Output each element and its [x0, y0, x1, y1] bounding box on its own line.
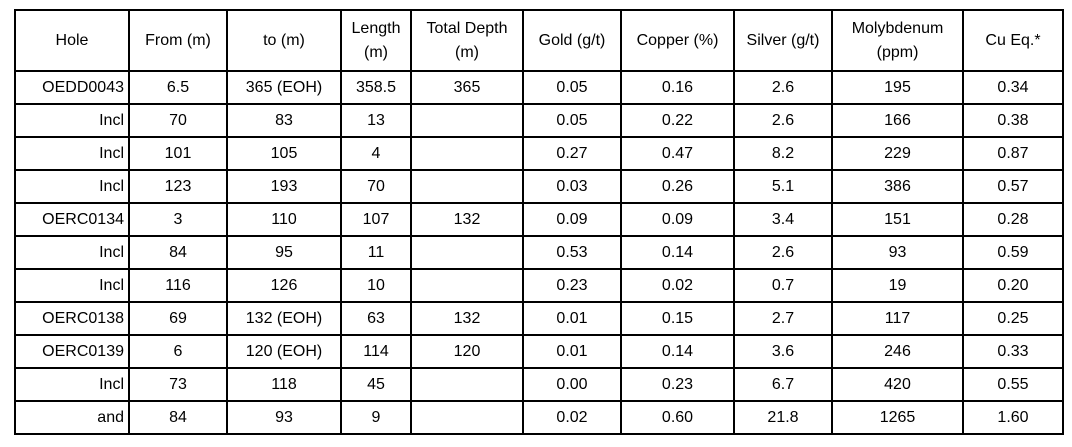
cell-gold-gpt: 0.09 [523, 203, 621, 236]
cell-to-m: 105 [227, 137, 341, 170]
cell-from-m: 6.5 [129, 71, 227, 104]
cell-total-depth-m [411, 269, 523, 302]
col-header-to-m: to (m) [227, 10, 341, 71]
table-row [15, 203, 1063, 236]
table-row [15, 170, 1063, 203]
cell-length-m: 4 [341, 137, 411, 170]
cell-from-m: 84 [129, 236, 227, 269]
col-header-silver-gpt: Silver (g/t) [734, 10, 832, 71]
cell-cu-eq: 0.20 [963, 269, 1063, 302]
cell-silver-gpt: 3.4 [734, 203, 832, 236]
cell-to-m: 126 [227, 269, 341, 302]
drill-results-table-wrapper [14, 9, 1064, 435]
cell-cu-eq: 0.57 [963, 170, 1063, 203]
cell-gold-gpt: 0.27 [523, 137, 621, 170]
table-row [15, 335, 1063, 368]
cell-copper-pct: 0.16 [621, 71, 734, 104]
cell-silver-gpt: 2.6 [734, 71, 832, 104]
cell-gold-gpt: 0.02 [523, 401, 621, 434]
cell-molybdenum-ppm: 246 [832, 335, 963, 368]
cell-cu-eq: 1.60 [963, 401, 1063, 434]
cell-gold-gpt: 0.01 [523, 335, 621, 368]
cell-cu-eq: 0.25 [963, 302, 1063, 335]
drill-results-table [14, 9, 1064, 435]
cell-length-m: 107 [341, 203, 411, 236]
cell-from-m: 73 [129, 368, 227, 401]
cell-cu-eq: 0.38 [963, 104, 1063, 137]
cell-copper-pct: 0.26 [621, 170, 734, 203]
cell-total-depth-m: 132 [411, 302, 523, 335]
cell-length-m: 70 [341, 170, 411, 203]
cell-gold-gpt: 0.00 [523, 368, 621, 401]
cell-gold-gpt: 0.53 [523, 236, 621, 269]
cell-hole: OERC0134 [15, 203, 129, 236]
cell-molybdenum-ppm: 195 [832, 71, 963, 104]
cell-cu-eq: 0.59 [963, 236, 1063, 269]
cell-length-m: 63 [341, 302, 411, 335]
cell-gold-gpt: 0.03 [523, 170, 621, 203]
cell-from-m: 70 [129, 104, 227, 137]
cell-to-m: 93 [227, 401, 341, 434]
cell-copper-pct: 0.14 [621, 335, 734, 368]
col-header-length-m: Length (m) [341, 10, 411, 71]
cell-length-m: 9 [341, 401, 411, 434]
col-header-copper-pct: Copper (%) [621, 10, 734, 71]
cell-total-depth-m [411, 401, 523, 434]
cell-to-m: 193 [227, 170, 341, 203]
table-body [15, 71, 1063, 434]
cell-hole: Incl [15, 368, 129, 401]
cell-to-m: 83 [227, 104, 341, 137]
cell-to-m: 95 [227, 236, 341, 269]
cell-silver-gpt: 8.2 [734, 137, 832, 170]
cell-length-m: 45 [341, 368, 411, 401]
cell-molybdenum-ppm: 117 [832, 302, 963, 335]
table-row [15, 104, 1063, 137]
cell-hole: Incl [15, 170, 129, 203]
cell-length-m: 13 [341, 104, 411, 137]
cell-copper-pct: 0.15 [621, 302, 734, 335]
col-header-cu-eq: Cu Eq.* [963, 10, 1063, 71]
cell-to-m: 118 [227, 368, 341, 401]
cell-silver-gpt: 0.7 [734, 269, 832, 302]
cell-copper-pct: 0.14 [621, 236, 734, 269]
cell-total-depth-m [411, 236, 523, 269]
table-row [15, 302, 1063, 335]
cell-total-depth-m: 132 [411, 203, 523, 236]
table-row [15, 236, 1063, 269]
col-header-gold-gpt: Gold (g/t) [523, 10, 621, 71]
cell-copper-pct: 0.60 [621, 401, 734, 434]
cell-hole: OERC0138 [15, 302, 129, 335]
cell-from-m: 6 [129, 335, 227, 368]
cell-from-m: 69 [129, 302, 227, 335]
cell-to-m: 132 (EOH) [227, 302, 341, 335]
cell-copper-pct: 0.09 [621, 203, 734, 236]
cell-hole: OERC0139 [15, 335, 129, 368]
cell-hole: Incl [15, 137, 129, 170]
cell-cu-eq: 0.28 [963, 203, 1063, 236]
table-row [15, 368, 1063, 401]
cell-from-m: 123 [129, 170, 227, 203]
cell-hole: Incl [15, 104, 129, 137]
cell-gold-gpt: 0.05 [523, 71, 621, 104]
cell-silver-gpt: 21.8 [734, 401, 832, 434]
cell-cu-eq: 0.33 [963, 335, 1063, 368]
cell-length-m: 358.5 [341, 71, 411, 104]
cell-silver-gpt: 2.6 [734, 236, 832, 269]
cell-silver-gpt: 2.6 [734, 104, 832, 137]
cell-molybdenum-ppm: 93 [832, 236, 963, 269]
cell-total-depth-m [411, 137, 523, 170]
cell-cu-eq: 0.55 [963, 368, 1063, 401]
cell-copper-pct: 0.22 [621, 104, 734, 137]
table-row [15, 401, 1063, 434]
cell-molybdenum-ppm: 386 [832, 170, 963, 203]
cell-total-depth-m [411, 104, 523, 137]
cell-hole: Incl [15, 269, 129, 302]
cell-to-m: 365 (EOH) [227, 71, 341, 104]
col-header-total-depth-m: Total Depth (m) [411, 10, 523, 71]
col-header-hole: Hole [15, 10, 129, 71]
cell-length-m: 10 [341, 269, 411, 302]
cell-hole: and [15, 401, 129, 434]
cell-molybdenum-ppm: 19 [832, 269, 963, 302]
cell-length-m: 11 [341, 236, 411, 269]
cell-silver-gpt: 6.7 [734, 368, 832, 401]
cell-total-depth-m: 365 [411, 71, 523, 104]
cell-hole: OEDD0043 [15, 71, 129, 104]
cell-copper-pct: 0.02 [621, 269, 734, 302]
cell-molybdenum-ppm: 151 [832, 203, 963, 236]
cell-copper-pct: 0.23 [621, 368, 734, 401]
cell-cu-eq: 0.34 [963, 71, 1063, 104]
cell-total-depth-m [411, 368, 523, 401]
cell-from-m: 3 [129, 203, 227, 236]
table-row [15, 71, 1063, 104]
cell-from-m: 101 [129, 137, 227, 170]
table-row [15, 269, 1063, 302]
cell-length-m: 114 [341, 335, 411, 368]
cell-silver-gpt: 5.1 [734, 170, 832, 203]
cell-silver-gpt: 2.7 [734, 302, 832, 335]
cell-to-m: 110 [227, 203, 341, 236]
cell-molybdenum-ppm: 166 [832, 104, 963, 137]
cell-from-m: 116 [129, 269, 227, 302]
cell-cu-eq: 0.87 [963, 137, 1063, 170]
col-header-molybdenum-ppm: Molybdenum (ppm) [832, 10, 963, 71]
cell-hole: Incl [15, 236, 129, 269]
table-row [15, 137, 1063, 170]
cell-silver-gpt: 3.6 [734, 335, 832, 368]
cell-molybdenum-ppm: 1265 [832, 401, 963, 434]
cell-to-m: 120 (EOH) [227, 335, 341, 368]
col-header-from-m: From (m) [129, 10, 227, 71]
cell-gold-gpt: 0.05 [523, 104, 621, 137]
cell-total-depth-m [411, 170, 523, 203]
cell-molybdenum-ppm: 420 [832, 368, 963, 401]
header-row [15, 10, 1063, 71]
cell-total-depth-m: 120 [411, 335, 523, 368]
cell-gold-gpt: 0.01 [523, 302, 621, 335]
cell-copper-pct: 0.47 [621, 137, 734, 170]
cell-molybdenum-ppm: 229 [832, 137, 963, 170]
cell-from-m: 84 [129, 401, 227, 434]
cell-gold-gpt: 0.23 [523, 269, 621, 302]
